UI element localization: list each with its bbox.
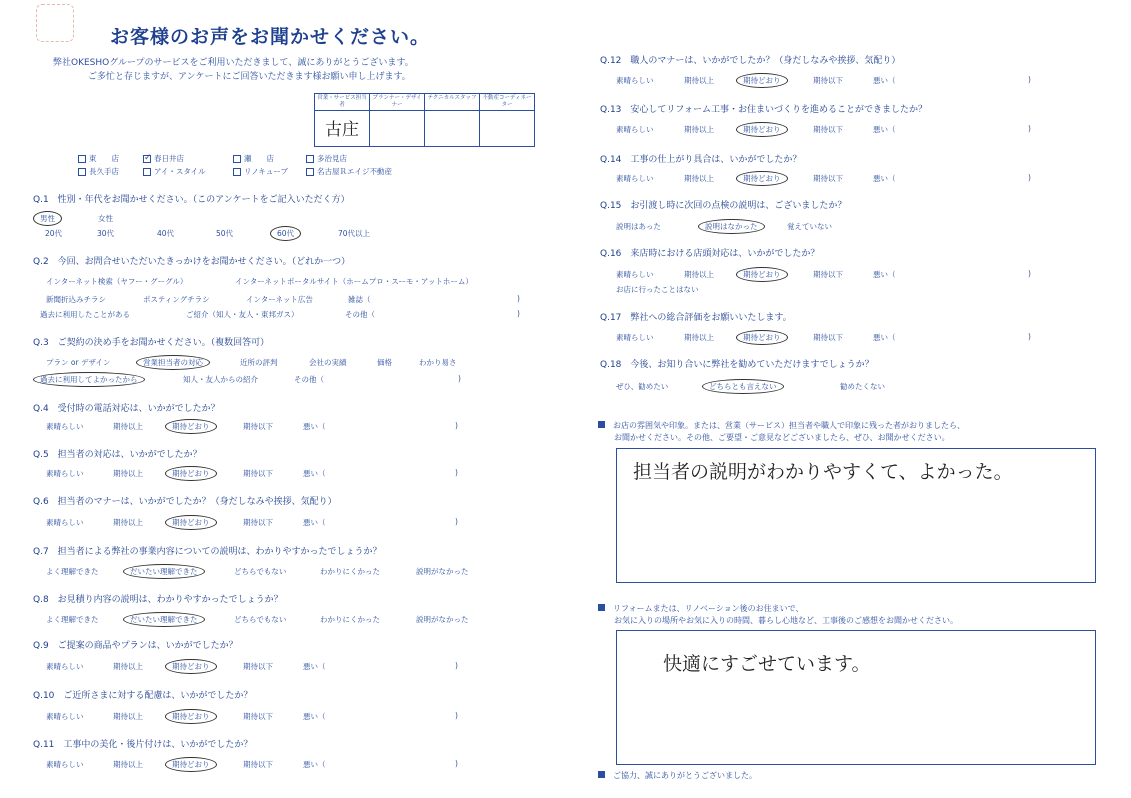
question-5-option[interactable]: ) <box>455 468 458 477</box>
question-15-option[interactable]: 覚えていない <box>787 222 832 231</box>
question-4-option[interactable]: 悪い（ <box>303 422 326 431</box>
store-option[interactable] <box>78 153 119 164</box>
question-17-option[interactable]: 素晴らしい <box>616 333 654 342</box>
question-7-option[interactable]: どちらでもない <box>234 567 287 576</box>
staff-table <box>314 93 535 147</box>
question-16-option[interactable]: 期待以上 <box>684 270 714 279</box>
staff-col-realestate <box>480 94 534 146</box>
question-4-option[interactable]: 素晴らしい <box>46 422 84 431</box>
question-17-option[interactable]: 期待以上 <box>684 333 714 342</box>
question-14-option[interactable]: ) <box>1028 173 1031 182</box>
question-10-option[interactable]: 期待どおり <box>165 709 217 724</box>
comment-prompt-2 <box>598 603 958 627</box>
question-16-label: Q.16 来店時における店頭対応は、いかがでしたか？ <box>600 246 819 259</box>
question-5-option[interactable]: 悪い（ <box>303 469 326 478</box>
question-8-option[interactable]: だいたい理解できた <box>123 612 205 627</box>
question-3-option[interactable]: 知人・友人からの紹介 <box>183 375 258 384</box>
question-10-option[interactable]: 期待以下 <box>243 712 273 721</box>
question-9-option[interactable]: 期待どおり <box>165 659 217 674</box>
question-12-option[interactable]: 期待以上 <box>684 76 714 85</box>
store-option[interactable] <box>143 166 206 177</box>
question-5-option[interactable]: 期待以下 <box>243 469 273 478</box>
question-2-option[interactable]: ご紹介（知人・友人・東邦ガス） <box>186 310 299 319</box>
question-11-option[interactable]: 期待以上 <box>113 760 143 769</box>
question-8-option[interactable]: よく理解できた <box>46 615 99 624</box>
question-3-option[interactable]: プラン or デザイン <box>46 358 111 367</box>
comment-answer-2: 快適にすごせています。 <box>663 653 871 675</box>
question-7-option[interactable]: だいたい理解できた <box>123 564 205 579</box>
checkbox-icon[interactable] <box>233 168 241 176</box>
question-2-option[interactable]: ) <box>517 294 520 303</box>
staff-header: プランナー・デザイナー <box>370 94 424 111</box>
question-18-label: Q.18 今後、お知り合いに弊社を勧めていただけますでしょうか？ <box>600 357 874 370</box>
question-12-option[interactable]: 素晴らしい <box>616 76 654 85</box>
store-option[interactable] <box>143 153 184 164</box>
question-10-option[interactable]: 素晴らしい <box>46 712 84 721</box>
question-12-option[interactable]: 悪い（ <box>873 76 896 85</box>
question-16-option[interactable]: 期待どおり <box>736 267 788 282</box>
question-14-option[interactable]: 期待以下 <box>813 174 843 183</box>
square-bullet-icon <box>598 771 605 778</box>
question-4-label: Q.4 受付時の電話対応は、いかがでしたか？ <box>33 401 220 414</box>
question-9-option[interactable]: 期待以上 <box>113 662 143 671</box>
question-2-option[interactable]: インターネット広告 <box>246 295 313 304</box>
question-6-option[interactable]: 期待以下 <box>243 518 273 527</box>
checkbox-icon[interactable] <box>306 168 314 176</box>
question-17-option[interactable]: ) <box>1028 332 1031 341</box>
question-5-label: Q.5 担当者の対応は、いかがでしたか？ <box>33 447 202 460</box>
question-5-option[interactable]: 期待以上 <box>113 469 143 478</box>
question-9-label: Q.9 ご提案の商品やプランは、いかがでしたか？ <box>33 638 238 651</box>
question-2-option[interactable]: 過去に利用したことがある <box>40 310 130 319</box>
question-13-option[interactable]: 期待以上 <box>684 125 714 134</box>
question-13-option[interactable]: 期待どおり <box>736 122 788 137</box>
question-2-option[interactable]: インターネット検索（ヤフー・グーグル） <box>46 277 188 286</box>
question-4-option[interactable]: 期待以上 <box>113 422 143 431</box>
question-10-option[interactable]: 期待以上 <box>113 712 143 721</box>
staff-value[interactable] <box>425 111 479 146</box>
question-11-label: Q.11 工事中の美化・後片付けは、いかがでしたか？ <box>33 737 252 750</box>
store-option[interactable] <box>233 153 274 164</box>
question-3-option[interactable]: 会社の実績 <box>309 358 347 367</box>
question-3-option[interactable]: 営業担当者の対応 <box>136 355 210 370</box>
question-2-option[interactable]: 新聞折込みチラシ <box>46 295 106 304</box>
question-12-option[interactable]: ) <box>1028 75 1031 84</box>
question-13-option[interactable]: 悪い（ <box>873 125 896 134</box>
question-2-option[interactable]: 雑誌（ <box>348 295 371 304</box>
question-16-option[interactable]: 素晴らしい <box>616 270 654 279</box>
question-13-option[interactable]: ) <box>1028 124 1031 133</box>
thanks-text: ご協力、誠にありがとうございました。 <box>613 771 757 780</box>
staff-col-technical <box>425 94 480 146</box>
question-13-label: Q.13 安心してリフォーム工事・お住まいづくりを進めることができましたか？ <box>600 102 927 115</box>
question-13-option[interactable]: 素晴らしい <box>616 125 654 134</box>
question-2-label: Q.2 今回、お問合せいただいたきっかけをお聞かせください。（どれか一つ） <box>33 254 350 267</box>
question-3-option[interactable]: 過去に利用してよかったから <box>33 372 145 387</box>
question-1-option[interactable]: 女性 <box>98 214 113 223</box>
question-3-option[interactable]: 近所の評判 <box>240 358 278 367</box>
store-option[interactable] <box>306 166 392 177</box>
question-11-option[interactable]: ) <box>455 759 458 768</box>
question-3-option[interactable]: その他（ <box>294 375 324 384</box>
question-2-option[interactable]: ポスティングチラシ <box>143 295 210 304</box>
comment-prompt-1 <box>598 420 965 444</box>
question-8-option[interactable]: どちらでもない <box>234 615 287 624</box>
question-1-option[interactable]: 40代 <box>157 229 175 238</box>
staff-col-planner <box>370 94 425 146</box>
store-label: 多治見店 <box>317 154 347 163</box>
question-8-option[interactable]: 説明がなかった <box>416 615 469 624</box>
store-label: アイ・スタイル <box>154 167 206 176</box>
question-9-option[interactable]: 期待以下 <box>243 662 273 671</box>
question-2-option[interactable]: その他（ <box>345 310 375 319</box>
page-title: お客様のお声をお聞かせください。 <box>110 26 431 48</box>
question-17-option[interactable]: 期待以下 <box>813 333 843 342</box>
question-15-option[interactable]: 説明はなかった <box>698 219 765 234</box>
question-14-option[interactable]: 期待以上 <box>684 174 714 183</box>
question-14-option[interactable]: 素晴らしい <box>616 174 654 183</box>
question-12-option[interactable]: 期待以下 <box>813 76 843 85</box>
staff-value[interactable]: 古庄 <box>325 120 359 140</box>
question-16-option[interactable]: 期待以下 <box>813 270 843 279</box>
question-10-label: Q.10 ご近所さまに対する配慮は、いかがでしたか？ <box>33 688 252 701</box>
question-16-option[interactable]: 悪い（ <box>873 270 896 279</box>
question-13-option[interactable]: 期待以下 <box>813 125 843 134</box>
question-1-option[interactable]: 30代 <box>97 229 115 238</box>
question-5-option[interactable]: 期待どおり <box>165 466 217 481</box>
question-3-option[interactable]: 価格 <box>377 358 392 367</box>
staff-col-sales <box>315 94 370 146</box>
checkbox-icon[interactable] <box>233 155 241 163</box>
question-6-label: Q.6 担当者のマナーは、いかがでしたか？（身だしなみや挨拶、気配り） <box>33 494 337 507</box>
question-1-option[interactable]: 男性 <box>33 211 62 226</box>
question-16-option[interactable]: ) <box>1028 269 1031 278</box>
question-18-option[interactable]: ぜひ、勧めたい <box>616 382 669 391</box>
question-6-option[interactable]: 悪い（ <box>303 518 326 527</box>
question-17-option[interactable]: 悪い（ <box>873 333 896 342</box>
question-1-option[interactable]: 70代以上 <box>338 229 371 238</box>
question-3-option[interactable]: ) <box>458 374 461 383</box>
store-label: リノキューブ <box>244 167 289 176</box>
question-14-option[interactable]: 悪い（ <box>873 174 896 183</box>
store-label: 名古屋Ｒエイジ不動産 <box>317 167 392 176</box>
question-10-option[interactable]: 悪い（ <box>303 712 326 721</box>
staff-value[interactable] <box>370 111 424 146</box>
question-12-label: Q.12 職人のマナーは、いかがでしたか？（身だしなみや挨拶、気配り） <box>600 53 900 66</box>
intro-line-2: ご多忙と存じますが、アンケートにご回答いただきます様お願い申し上げます。 <box>88 72 411 82</box>
thanks-line <box>598 770 757 782</box>
question-6-option[interactable]: 期待以上 <box>113 518 143 527</box>
question-7-option[interactable]: わかりにくかった <box>320 567 380 576</box>
checkbox-icon[interactable] <box>306 155 314 163</box>
question-6-option[interactable]: 素晴らしい <box>46 518 84 527</box>
question-14-label: Q.14 工事の仕上がり具合は、いかがでしたか？ <box>600 152 801 165</box>
store-label: 長久手店 <box>89 167 119 176</box>
question-7-label: Q.7 担当者による弊社の事業内容についての説明は、わかりやすかったでしょうか？ <box>33 544 382 557</box>
store-label: 瀬 店 <box>244 154 274 163</box>
question-9-option[interactable]: ) <box>455 661 458 670</box>
question-12-option[interactable]: 期待どおり <box>736 73 788 88</box>
staff-header: 不動産コーディネーター <box>480 94 534 111</box>
question-17-option[interactable]: 期待どおり <box>736 330 788 345</box>
question-11-option[interactable]: 悪い（ <box>303 760 326 769</box>
question-4-option[interactable]: 期待以下 <box>243 422 273 431</box>
store-label: 春日井店 <box>154 154 184 163</box>
question-6-option[interactable]: 期待どおり <box>165 515 217 530</box>
checkbox-icon[interactable] <box>78 155 86 163</box>
comment-prompt-1b: お聞かせください。その他、ご要望・ご意見などございましたら、ぜひ、お聞かせください。 <box>614 433 950 442</box>
comment-prompt-2b: お気に入りの場所やお気に入りの時間、暮らし心地など、工事後のご感想をお聞かせください。 <box>614 616 958 625</box>
comment-prompt-1a: お店の雰囲気や印象。または、営業（サービス）担当者や職人で印象に残った者がおりましたら、 <box>613 421 965 430</box>
store-option[interactable] <box>78 166 119 177</box>
question-10-option[interactable]: ) <box>455 711 458 720</box>
question-3-label: Q.3 ご契約の決め手をお聞かせください。（複数回答可） <box>33 335 269 348</box>
staff-header: テクニカルスタッフ <box>425 94 479 111</box>
question-11-option[interactable]: 期待どおり <box>165 757 217 772</box>
question-1-option[interactable]: 60代 <box>270 226 301 241</box>
question-4-option[interactable]: ) <box>455 421 458 430</box>
comment-prompt-2a: リフォームまたは、リノベーション後のお住まいで、 <box>613 604 804 613</box>
checkbox-icon[interactable] <box>143 168 151 176</box>
question-18-option[interactable]: どちらとも言えない <box>702 379 784 394</box>
question-17-label: Q.17 弊社への総合評価をお願いいたします。 <box>600 310 792 323</box>
question-8-label: Q.8 お見積り内容の説明は、わかりやすかったでしょうか？ <box>33 592 283 605</box>
question-16-option[interactable]: お店に行ったことはない <box>616 285 699 294</box>
question-3-option[interactable]: わかり易さ <box>419 358 457 367</box>
question-18-option[interactable]: 勧めたくない <box>840 382 885 391</box>
staff-header: 営業・サービス担当者 <box>315 94 369 111</box>
question-5-option[interactable]: 素晴らしい <box>46 469 84 478</box>
question-1-label: Q.1 性別・年代をお聞かせください。（このアンケートをご記入いただく方） <box>33 192 350 205</box>
store-option[interactable] <box>306 153 347 164</box>
checkbox-icon[interactable] <box>143 155 151 163</box>
comment-box-1[interactable] <box>616 448 1096 583</box>
square-bullet-icon <box>598 604 605 611</box>
square-bullet-icon <box>598 421 605 428</box>
question-8-option[interactable]: わかりにくかった <box>320 615 380 624</box>
question-14-option[interactable]: 期待どおり <box>736 171 788 186</box>
question-1-option[interactable]: 20代 <box>45 229 63 238</box>
store-stamp <box>36 4 74 42</box>
question-7-option[interactable]: よく理解できた <box>46 567 99 576</box>
question-15-label: Q.15 お引渡し時に次回の点検の説明は、ございましたか？ <box>600 198 846 211</box>
question-2-option[interactable]: インターネットポータルサイト（ホームプロ・スーモ・アットホーム） <box>235 277 473 286</box>
question-2-option[interactable]: ) <box>517 309 520 318</box>
store-label: 東 店 <box>89 154 119 163</box>
comment-box-2[interactable] <box>616 630 1096 765</box>
question-15-option[interactable]: 説明はあった <box>616 222 661 231</box>
question-11-option[interactable]: 素晴らしい <box>46 760 84 769</box>
store-option[interactable] <box>233 166 288 177</box>
question-9-option[interactable]: 素晴らしい <box>46 662 84 671</box>
question-7-option[interactable]: 説明がなかった <box>416 567 469 576</box>
checkbox-icon[interactable] <box>78 168 86 176</box>
intro-line-1: 弊社OKESHOグループのサービスをご利用いただきまして、誠にありがとうございます。 <box>53 58 414 68</box>
comment-answer-1: 担当者の説明がわかりやすくて、よかった。 <box>633 461 1013 483</box>
question-1-option[interactable]: 50代 <box>216 229 234 238</box>
question-9-option[interactable]: 悪い（ <box>303 662 326 671</box>
question-11-option[interactable]: 期待以下 <box>243 760 273 769</box>
staff-value[interactable] <box>480 111 534 146</box>
question-6-option[interactable]: ) <box>455 517 458 526</box>
question-4-option[interactable]: 期待どおり <box>165 419 217 434</box>
